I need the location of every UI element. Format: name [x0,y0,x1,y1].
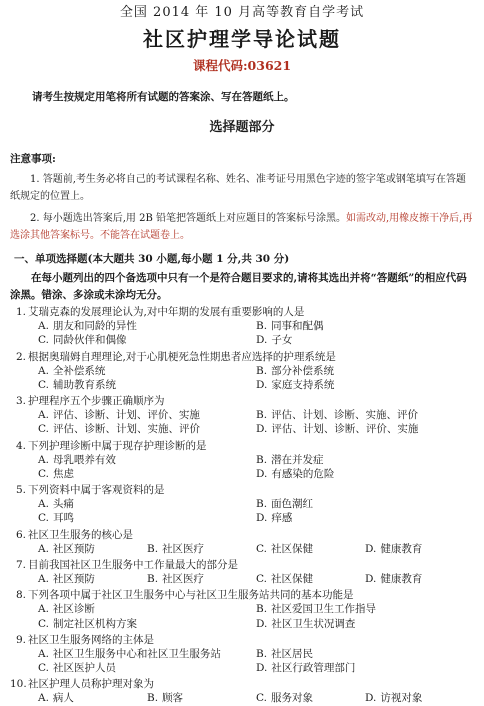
question-stem [10,558,474,572]
question-text: 社区卫生服务的核心是 [28,528,133,541]
option-text: 社区医疗 [162,573,205,586]
question-item [10,677,474,705]
option-text: 社区预防 [52,542,95,555]
option-letter: B. [147,542,159,555]
option-text: 评估、诊断、计划、评价、实施 [52,409,200,422]
option-list [10,453,474,481]
option-text: 社区预防 [52,573,95,586]
option-letter: B. [256,498,268,511]
answer-notice: 请考生按规定用笔将所有试题的答案涂、写在答题纸上。 [32,91,295,104]
option-letter: B. [256,647,268,660]
question-stem [10,439,474,453]
question-number: 7. [15,558,26,571]
option-letter: A. [38,573,49,586]
option-text: 评估、计划、诊断、评价、实施 [271,423,419,436]
option-text: 健康教育 [380,542,423,555]
option-text: 评估、诊断、计划、实施、评价 [53,423,200,436]
answer-option [147,542,256,556]
answer-option [256,572,365,586]
answer-option [38,422,256,436]
answer-option [38,467,256,481]
answer-option [256,691,365,705]
question-stem [10,633,474,647]
option-list [10,408,474,436]
option-text: 朋友和同龄的异性 [52,320,137,333]
question-number: 9. [15,633,26,646]
option-list [10,497,474,525]
option-letter: A. [38,453,49,466]
answer-option [256,319,474,333]
attention-item-2 [10,211,474,244]
question-stem [10,483,474,497]
option-letter: D. [256,512,268,525]
question-text: 目前我国社区卫生服务中工作量最大的部分是 [28,558,238,571]
option-text: 社区卫生服务中心和社区卫生服务站 [52,647,221,660]
question-list [10,305,474,706]
page-title: 社区护理学导论试题 [143,26,341,51]
answer-option [256,602,474,616]
option-text: 家庭支持系统 [271,378,335,391]
option-text: 社区保健 [271,573,313,586]
option-text: 辅助教育系统 [53,378,116,391]
option-text: 同事和配偶 [271,320,324,333]
answer-option [38,364,256,378]
option-list [10,364,474,392]
option-letter: C. [256,542,267,555]
exam-line: 全国 2014 年 10 月高等教育自学考试 [119,5,365,20]
option-text: 健康教育 [380,573,423,586]
option-text: 子女 [271,334,293,347]
question-stem [10,677,474,691]
question-text: 社区卫生服务网络的主体是 [28,633,154,646]
option-letter: C. [38,334,49,347]
option-text: 制定社区机构方案 [53,617,137,630]
question-stem [10,305,474,319]
answer-option [38,691,147,705]
option-text: 社区医护人员 [53,662,116,675]
answer-option [256,333,474,347]
answer-option [365,691,474,705]
option-letter: D. [256,617,268,630]
question-text: 下列各项中属于社区卫生服务中心与社区卫生服务站共同的基本功能是 [28,589,354,602]
question-text: 护理程序五个步骤正确顺序为 [28,395,165,408]
option-letter: B. [147,573,159,586]
option-letter: C. [256,692,267,705]
option-letter: D. [256,378,268,391]
answer-option [256,422,474,436]
answer-option [365,542,474,556]
answer-option [38,647,256,661]
answer-option [256,511,474,525]
answer-option [38,572,147,586]
option-text: 部分补偿系统 [271,364,335,377]
option-letter: A. [38,409,49,422]
option-letter: C. [38,467,49,480]
option-list [10,647,474,675]
question-number: 4. [15,439,26,452]
answer-option [256,661,474,675]
option-text: 头痛 [52,498,74,511]
question-item [10,394,474,437]
answer-option [38,661,256,675]
question-text: 艾瑞克森的发展理论认为,对中年期的发展有重要影响的人是 [28,306,305,319]
option-letter: B. [256,409,268,422]
option-text: 全补偿系统 [52,364,106,377]
option-list [10,319,474,347]
question-text: 下列资料中属于客观资料的是 [28,484,165,497]
option-text: 病人 [52,692,74,705]
option-text: 社区医疗 [162,542,205,555]
part-one-heading: 一、单项选择题(本大题共 30 小题,每小题 1 分,共 30 分) [14,253,290,266]
question-stem [10,588,474,602]
question-number: 10. [10,678,27,691]
answer-option [256,467,474,481]
option-text: 耳鸣 [53,512,74,525]
question-item [10,558,474,586]
answer-option [38,333,256,347]
answer-option [256,408,474,422]
answer-option [38,511,256,525]
answer-option [38,408,256,422]
option-list [10,542,474,556]
option-letter: D. [256,662,268,675]
option-letter: C. [38,512,49,525]
question-stem [10,394,474,408]
answer-option [147,691,256,705]
option-letter: A. [38,692,49,705]
option-letter: D. [256,334,268,347]
question-number: 1. [15,306,26,319]
answer-option [38,319,256,333]
option-text: 母乳喂养有效 [52,453,116,466]
question-stem [10,350,474,364]
option-text: 有感染的危险 [271,467,335,480]
attention-item-2-b: 如需改动,用橡皮擦干净后,再选涂其他答案标号。不能答在试题卷上。 [10,213,473,241]
option-letter: A. [38,320,49,333]
option-list [10,691,474,705]
question-number: 6. [15,528,26,541]
option-list [10,602,474,630]
attention-item-1: 1. 答题前,考生务必将自己的考试课程名称、姓名、准考证号用黑色字迹的签字笔或钢笔填写在答题纸规定的位置上。 [10,174,466,202]
answer-option [38,497,256,511]
question-item [10,483,474,526]
option-letter: A. [38,647,49,660]
option-letter: A. [38,364,49,377]
option-letter: C. [38,423,49,436]
option-letter: D. [365,573,377,586]
answer-option [256,617,474,631]
answer-option [256,364,474,378]
answer-option [256,497,474,511]
option-letter: C. [256,573,267,586]
answer-option [147,572,256,586]
question-stem [10,528,474,542]
option-text: 顾客 [162,692,184,705]
answer-option [256,378,474,392]
answer-option [38,602,256,616]
question-item [10,528,474,556]
attention-item-2-a: 2. 每小题选出答案后,用 2B 铅笔把答题纸上对应题目的答案标号涂黑。 [30,213,346,225]
option-text: 访视对象 [380,692,423,705]
option-letter: D. [365,692,377,705]
answer-option [256,647,474,661]
question-number: 8. [15,589,26,602]
option-text: 评估、计划、诊断、实施、评价 [271,409,419,422]
option-letter: B. [147,692,159,705]
option-text: 潜在并发症 [271,453,324,466]
question-item [10,350,474,393]
option-letter: D. [365,542,377,555]
question-text: 社区护理人员称护理对象为 [28,678,154,691]
option-text: 社区居民 [271,647,314,660]
question-text: 下列护理诊断中属于现存护理诊断的是 [28,439,207,452]
part-one-instructions: 在每小题列出的四个备选项中只有一个是符合题目要求的,请将其选出并将“答题纸”的相应代码涂黑。错涂、多涂或未涂均无分。 [10,272,467,301]
option-letter: B. [256,364,268,377]
answer-option [38,542,147,556]
option-list [10,572,474,586]
question-number: 3. [15,395,26,408]
option-letter: B. [256,453,268,466]
option-letter: C. [38,378,49,391]
answer-option [256,453,474,467]
option-letter: C. [38,662,49,675]
option-text: 面色潮红 [271,498,314,511]
question-text: 根据奥瑞姆自理理论,对于心肌梗死急性期患者应选择的护理系统是 [28,350,336,363]
option-text: 社区卫生状况调查 [271,617,356,630]
question-item [10,439,474,482]
question-item [10,633,474,676]
option-letter: D. [256,423,268,436]
course-code: 课程代码:03621 [192,57,292,73]
option-text: 社区爱国卫生工作指导 [271,603,377,616]
section-title: 选择题部分 [209,119,275,135]
attention-heading: 注意事项: [10,153,56,166]
answer-option [38,453,256,467]
answer-option [38,617,256,631]
option-letter: A. [38,542,49,555]
question-item [10,305,474,348]
option-letter: A. [38,603,49,616]
question-number: 2. [15,350,26,363]
answer-option [38,378,256,392]
option-letter: B. [256,320,268,333]
question-number: 5. [15,484,26,497]
question-item [10,588,474,631]
answer-option [365,572,474,586]
option-letter: C. [38,617,49,630]
option-text: 社区诊断 [52,603,95,616]
option-letter: D. [256,467,268,480]
option-letter: A. [38,498,49,511]
option-text: 痒感 [271,512,293,525]
option-text: 社区保健 [271,542,313,555]
option-text: 同龄伙伴和偶像 [53,334,127,347]
answer-option [256,542,365,556]
option-text: 社区行政管理部门 [271,662,356,675]
option-text: 服务对象 [271,692,313,705]
option-letter: B. [256,603,268,616]
option-text: 焦虑 [53,467,74,480]
